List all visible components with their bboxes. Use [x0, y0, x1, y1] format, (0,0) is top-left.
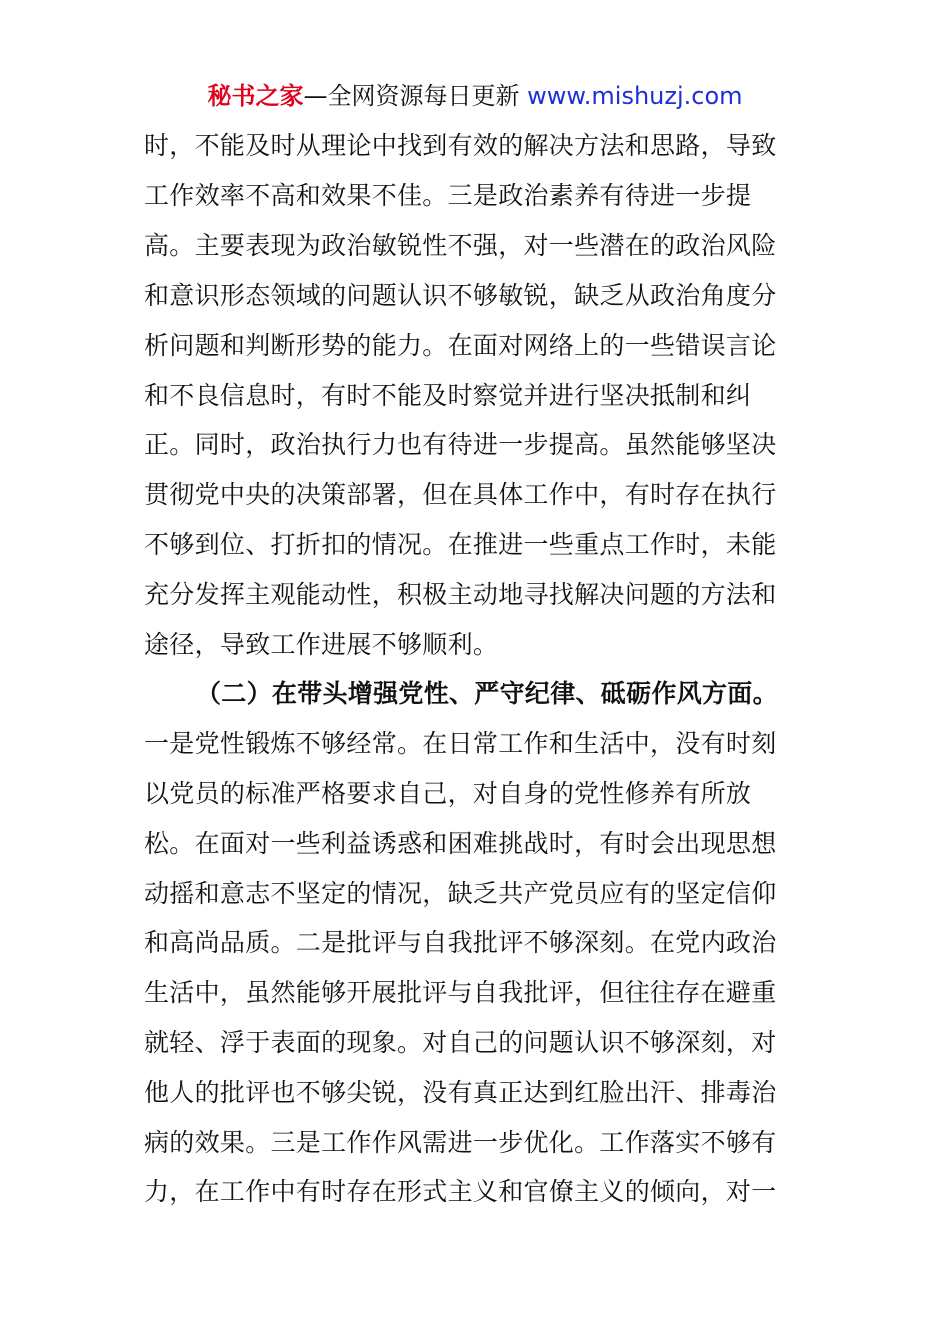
section-heading: （二）在带头增强党性、严守纪律、砥砺作风方面。	[196, 679, 778, 708]
text-line: 充分发挥主观能动性，积极主动地寻找解决问题的方法和	[144, 580, 777, 609]
text-line: 贯彻党中央的决策部署，但在具体工作中，有时存在执行	[144, 480, 777, 509]
site-brand: 秘书之家	[207, 82, 304, 110]
text-line: 就轻、浮于表面的现象。对自己的问题认识不够深刻，对	[144, 1028, 777, 1057]
text-line: 病的效果。三是工作作风需进一步优化。工作落实不够有	[144, 1128, 777, 1157]
text-line: 正。同时，政治执行力也有待进一步提高。虽然能够坚决	[144, 430, 777, 459]
text-line: 和不良信息时，有时不能及时察觉并进行坚决抵制和纠	[144, 381, 752, 410]
text-line: 析问题和判断形势的能力。在面对网络上的一些错误言论	[144, 331, 777, 360]
text-line: 和意识形态领域的问题认识不够敏锐，缺乏从政治角度分	[144, 281, 777, 310]
site-url-link[interactable]: www.mishuzj.com	[527, 82, 743, 110]
text-line: 以党员的标准严格要求自己，对自身的党性修养有所放	[144, 779, 752, 808]
text-line: 和高尚品质。二是批评与自我批评不够深刻。在党内政治	[144, 928, 777, 957]
text-line: 途径，导致工作进展不够顺利。	[144, 630, 499, 659]
text-line: 时，不能及时从理论中找到有效的解决方法和思路，导致	[144, 131, 777, 160]
text-line: 松。在面对一些利益诱惑和困难挑战时，有时会出现思想	[144, 829, 777, 858]
text-line: 力，在工作中有时存在形式主义和官僚主义的倾向，对一	[144, 1177, 777, 1206]
site-header	[0, 80, 950, 112]
text-line: 高。主要表现为政治敏锐性不强，对一些潜在的政治风险	[144, 231, 777, 260]
text-line: 不够到位、打折扣的情况。在推进一些重点工作时，未能	[144, 530, 777, 559]
text-line: 一是党性锻炼不够经常。在日常工作和生活中，没有时刻	[144, 729, 777, 758]
site-tagline: —全网资源每日更新	[303, 82, 520, 110]
text-line: 动摇和意志不坚定的情况，缺乏共产党员应有的坚定信仰	[144, 879, 777, 908]
text-line: 工作效率不高和效果不佳。三是政治素养有待进一步提	[144, 181, 752, 210]
text-line: 他人的批评也不够尖锐，没有真正达到红脸出汗、排毒治	[144, 1078, 777, 1107]
text-line: 生活中，虽然能够开展批评与自我批评，但往往存在避重	[144, 978, 777, 1007]
